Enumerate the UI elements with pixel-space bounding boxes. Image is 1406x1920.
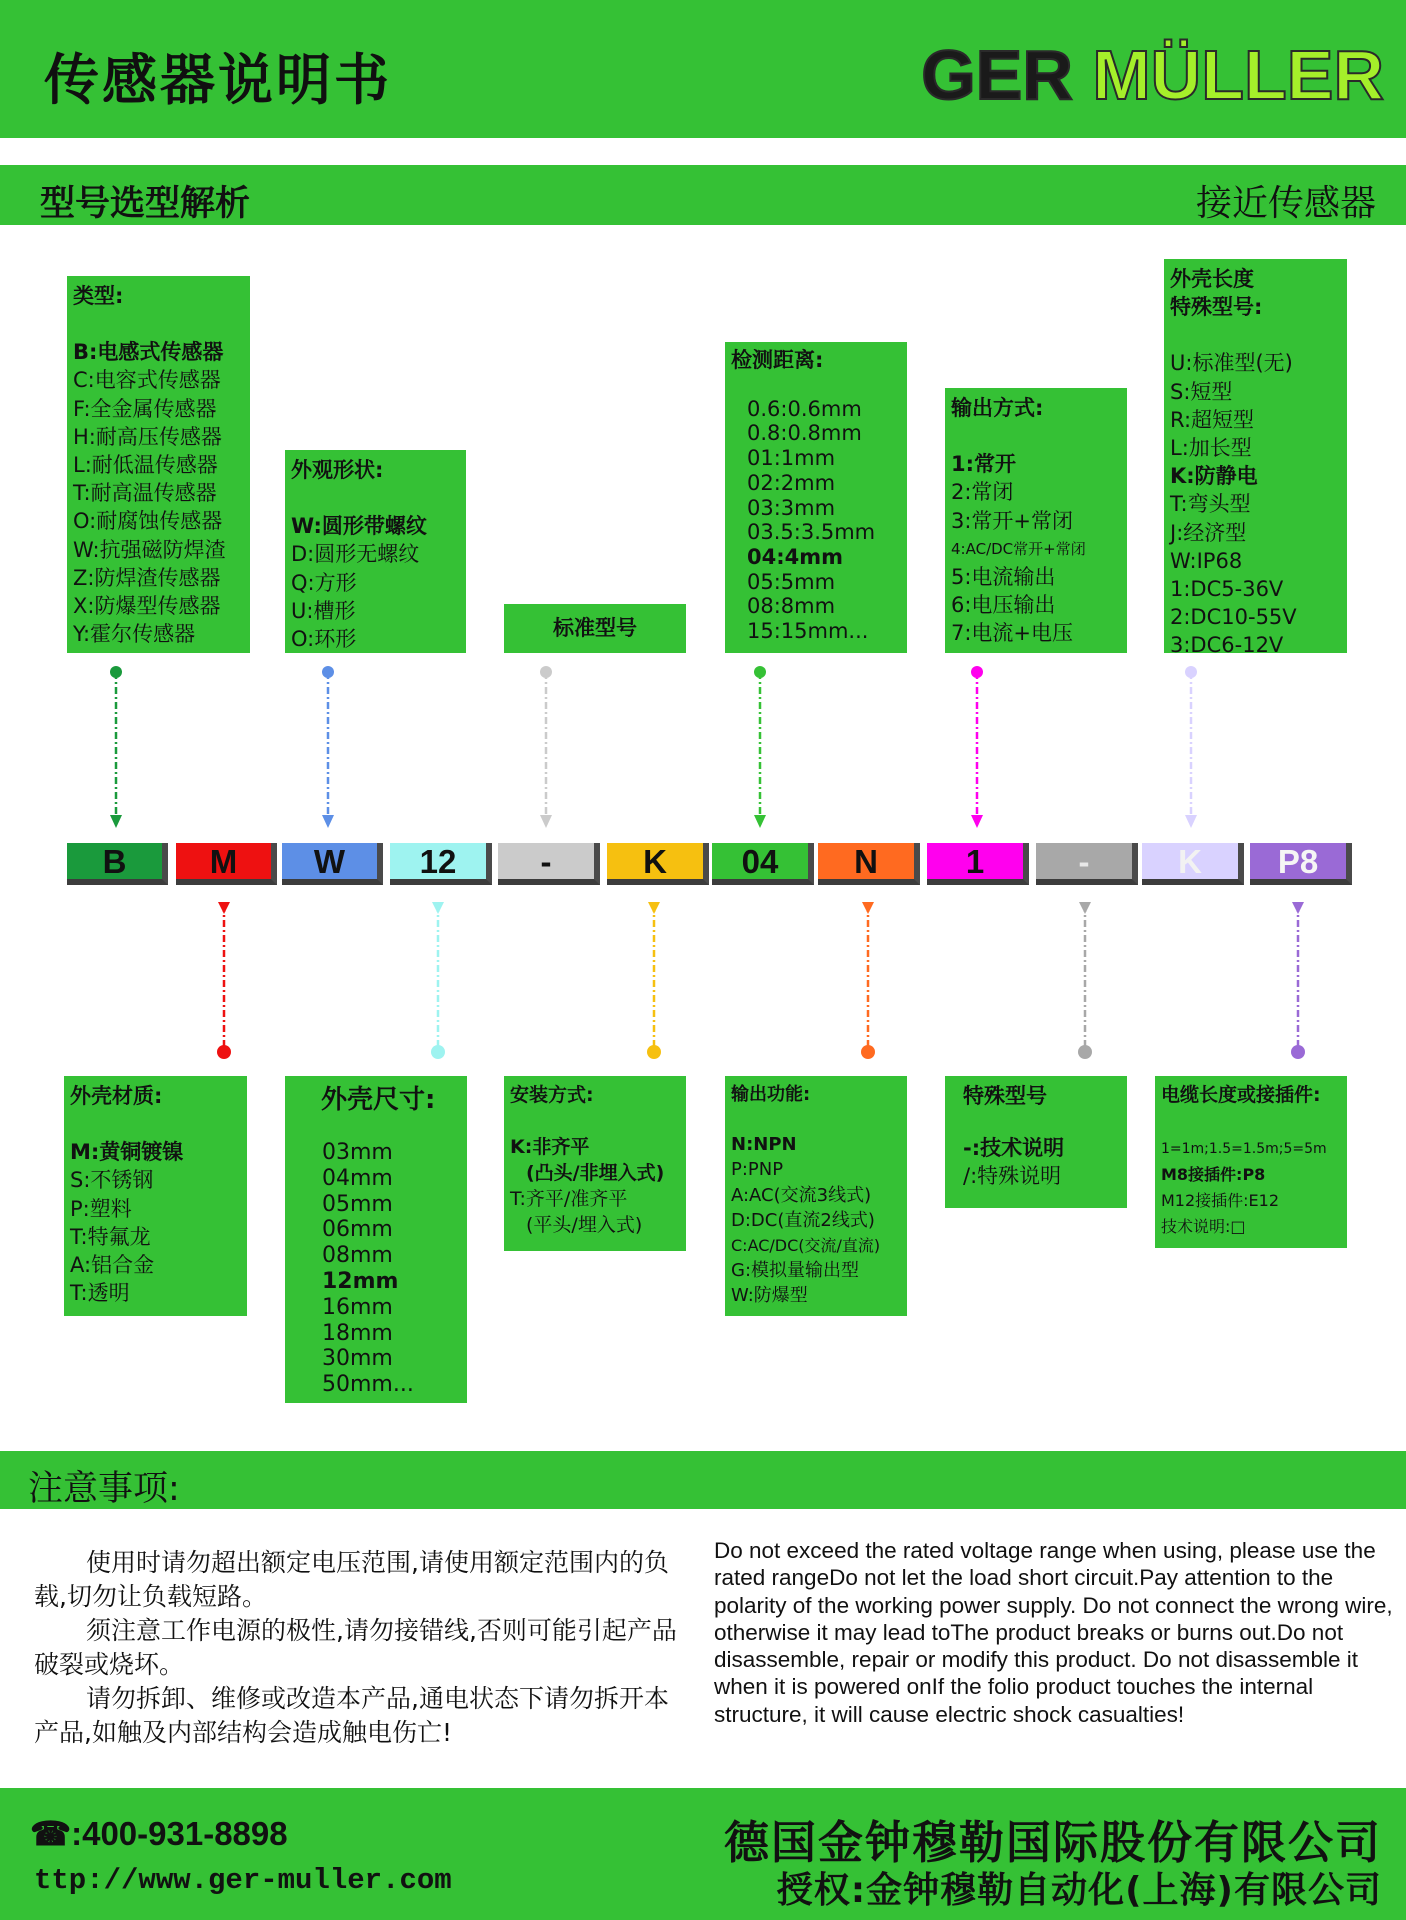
distance-box — [725, 342, 907, 653]
code-segment: K — [1142, 843, 1244, 885]
special-title: 特殊型号 — [963, 1084, 1047, 1108]
size-box — [285, 1076, 467, 1403]
output-title: 输出方式: — [951, 396, 1044, 420]
notice-paragraph: 须注意工作电源的极性,请勿接错线,否则可能引起产品破裂或烧坏。 — [34, 1616, 677, 1679]
list-item: O:耐腐蚀传感器 — [73, 509, 223, 534]
list-item: 3:常开+常闭 — [951, 508, 1074, 533]
list-item: 0.6:0.6mm — [747, 396, 862, 421]
list-item: 2:DC10-55V — [1170, 605, 1297, 630]
list-item: 技术说明:□ — [1161, 1217, 1246, 1236]
list-item: 3:DC6-12V — [1170, 633, 1284, 653]
logo-ger: GER — [921, 36, 1073, 114]
list-item: 15:15mm... — [747, 619, 869, 644]
code-segment: W — [282, 843, 383, 885]
mount-box — [504, 1076, 686, 1251]
list-item: (平头/埋入式) — [526, 1214, 643, 1236]
list-item: 18mm — [322, 1320, 393, 1346]
mount-title: 安装方式: — [510, 1084, 594, 1106]
dot-icon — [647, 1045, 661, 1059]
list-item: 16mm — [322, 1294, 393, 1320]
list-item: 02:2mm — [747, 470, 836, 495]
list-item: K:非齐平 — [510, 1136, 590, 1158]
list-item: K:防静电 — [1170, 464, 1258, 489]
list-item: N:NPN — [731, 1134, 797, 1156]
cable-box — [1155, 1076, 1347, 1248]
list-item: 04mm — [322, 1165, 393, 1191]
list-item: A:铝合金 — [70, 1253, 155, 1278]
dot-icon — [971, 666, 983, 678]
special-box — [945, 1076, 1127, 1208]
standard-title: 标准型号 — [553, 616, 637, 640]
arrow-down-icon — [1185, 815, 1197, 828]
list-item: 4:AC/DC常开+常闭 — [951, 539, 1086, 558]
list-item: 50mm... — [322, 1372, 414, 1398]
arrow-down-icon — [971, 815, 983, 828]
list-item: T:齐平/准齐平 — [510, 1188, 628, 1210]
list-item: /:特殊说明 — [963, 1164, 1062, 1189]
list-item: T:弯头型 — [1170, 492, 1251, 517]
cable-title: 电缆长度或接插件: — [1161, 1084, 1321, 1106]
phone-icon: ☎ — [30, 1815, 72, 1852]
dot-icon — [431, 1045, 445, 1059]
arrow-down-icon — [754, 815, 766, 828]
list-item: 5:电流输出 — [951, 565, 1056, 590]
list-item: S:不锈钢 — [70, 1168, 154, 1193]
list-item: 6:电压输出 — [951, 593, 1056, 618]
list-item: X:防爆型传感器 — [73, 594, 221, 619]
list-item: J:经济型 — [1170, 520, 1247, 545]
list-item: G:模拟量输出型 — [731, 1260, 860, 1282]
code-segment: B — [67, 843, 168, 885]
dot-icon — [1078, 1045, 1092, 1059]
special-model-title: 特殊型号: — [1170, 295, 1263, 320]
dot-icon — [1185, 666, 1197, 678]
list-item: P:PNP — [731, 1159, 784, 1181]
code-segment: P8 — [1250, 843, 1352, 885]
list-item: R:超短型 — [1170, 407, 1255, 432]
list-item: L:加长型 — [1170, 436, 1252, 461]
notice-chinese — [34, 1546, 684, 1750]
arrow-down-icon — [432, 902, 444, 914]
phone-number — [30, 1814, 288, 1853]
arrow-down-icon — [648, 902, 660, 914]
type-box — [67, 276, 250, 653]
list-item: B:电感式传感器 — [73, 340, 224, 365]
code-segment: - — [1036, 843, 1138, 885]
logo-muller: MÜLLER — [1092, 36, 1384, 114]
list-item: W:圆形带螺纹 — [291, 514, 427, 539]
notice-english: Do not exceed the rated voltage range when using, please use the rated rangeDo not let the load short circuit.Pay attention to the polarity of the working power supply. Do not connect the wrong wire, otherwise it may lead toThe product breaks or burns out.Do not disassemble, repair or modify this product. Do not disassemble it when it is powered onIf the folio product touches the internal structure, it will cause electric shock casualties! — [714, 1538, 1393, 1727]
distance-title: 检测距离: — [731, 348, 824, 372]
list-item: C:AC/DC(交流/直流) — [731, 1236, 881, 1256]
standard-box — [504, 604, 686, 653]
function-title: 输出功能: — [731, 1084, 811, 1105]
dot-icon — [754, 666, 766, 678]
shape-box — [285, 450, 466, 653]
list-item: W:IP68 — [1170, 548, 1243, 573]
size-title: 外壳尺寸: — [321, 1085, 436, 1115]
notice-paragraph: 请勿拆卸、维修或改造本产品,通电状态下请勿拆开本产品,如触及内部结构会造成触电伤亡! — [34, 1684, 669, 1747]
website-link[interactable]: ttp://www.ger-muller.com — [34, 1864, 452, 1897]
list-item: Q:方形 — [291, 570, 357, 595]
arrow-down-icon — [540, 815, 552, 828]
list-item: W:抗强磁防焊渣 — [73, 537, 226, 562]
list-item: 06mm — [322, 1217, 393, 1243]
dot-icon — [1291, 1045, 1305, 1059]
footer-bar — [0, 1788, 1406, 1920]
list-item: 2:常闭 — [951, 480, 1014, 505]
code-segment: - — [498, 843, 600, 885]
code-segment: 04 — [712, 843, 814, 885]
list-item: Y:霍尔传感器 — [73, 622, 196, 647]
notice-title: 注意事项: — [28, 1469, 180, 1509]
list-item: 05:5mm — [747, 569, 836, 594]
list-item: 12mm — [322, 1268, 399, 1294]
arrow-down-icon — [322, 815, 334, 828]
dot-icon — [322, 666, 334, 678]
list-item: -:技术说明 — [963, 1136, 1065, 1161]
notice-paragraph: 使用时请勿超出额定电压范围,请使用额定范围内的负载,切勿让负载短路。 — [34, 1548, 669, 1611]
list-item: L:耐低温传感器 — [73, 453, 218, 478]
arrow-down-icon — [218, 902, 230, 914]
list-item: W:防爆型 — [731, 1285, 808, 1307]
list-item: D:圆形无螺纹 — [291, 542, 420, 567]
list-item: U:槽形 — [291, 598, 356, 623]
list-item: A:AC(交流3线式) — [731, 1184, 872, 1206]
list-item: M8接插件:P8 — [1161, 1165, 1266, 1184]
list-item: 1:DC5-36V — [1170, 577, 1284, 602]
list-item: 03:3mm — [747, 495, 836, 520]
document-title: 传感器说明书 — [44, 48, 393, 112]
dot-icon — [540, 666, 552, 678]
code-segment: 1 — [927, 843, 1029, 885]
list-item: 03mm — [322, 1140, 393, 1165]
list-item: H:耐高压传感器 — [73, 424, 222, 449]
code-segment: M — [176, 843, 277, 885]
list-item: 7:电流+电压 — [951, 621, 1074, 646]
type-title: 类型: — [73, 284, 124, 308]
list-item: M:黄铜镀镍 — [70, 1140, 184, 1165]
list-item: 1:常开 — [951, 452, 1017, 477]
code-segment: 12 — [390, 843, 492, 885]
arrow-down-icon — [1292, 902, 1304, 914]
list-item: 30mm — [322, 1346, 393, 1372]
dot-icon — [861, 1045, 875, 1059]
material-box — [64, 1076, 247, 1316]
list-item: 03.5:3.5mm — [747, 520, 876, 545]
arrow-down-icon — [1079, 902, 1091, 914]
output-box — [945, 388, 1127, 653]
shape-title: 外观形状: — [291, 458, 384, 482]
code-segment: N — [818, 843, 920, 885]
company-name: 德国金钟穆勒国际股份有限公司 — [723, 1816, 1382, 1869]
phone-text: :400-931-8898 — [71, 1815, 288, 1852]
arrow-down-icon — [110, 815, 122, 828]
list-item: S:短型 — [1170, 379, 1233, 404]
list-item: (凸头/非埋入式) — [526, 1162, 665, 1184]
list-item: T:特氟龙 — [70, 1224, 151, 1249]
list-item: M12接插件:E12 — [1161, 1191, 1280, 1210]
length-title: 外壳长度 — [1170, 267, 1254, 291]
list-item: Z:防焊渣传感器 — [73, 565, 221, 590]
list-item: T:透明 — [70, 1281, 130, 1306]
list-item: T:耐高温传感器 — [73, 481, 217, 506]
list-item: 0.8:0.8mm — [747, 421, 862, 446]
list-item: O:环形 — [291, 627, 357, 652]
list-item: U:标准型(无) — [1170, 351, 1293, 376]
code-segment: K — [607, 843, 709, 885]
list-item: 04:4mm — [747, 544, 843, 569]
list-item: 08:8mm — [747, 594, 836, 619]
list-item: P:塑料 — [70, 1196, 132, 1221]
list-item: 08mm — [322, 1243, 393, 1269]
dot-icon — [217, 1045, 231, 1059]
list-item: D:DC(直流2线式) — [731, 1209, 875, 1231]
notice-bar — [0, 1451, 1406, 1509]
length-box — [1164, 259, 1347, 653]
license-text: 授权:金钟穆勒自动化(上海)有限公司 — [776, 1870, 1382, 1911]
dot-icon — [110, 666, 122, 678]
product-category: 接近传感器 — [1195, 183, 1376, 224]
arrow-down-icon — [862, 902, 874, 914]
list-item: F:全金属传感器 — [73, 396, 217, 421]
list-item: 05mm — [322, 1191, 393, 1217]
section-title: 型号选型解析 — [40, 184, 251, 224]
list-item: C:电容式传感器 — [73, 368, 221, 393]
function-box — [725, 1076, 907, 1316]
material-title: 外壳材质: — [70, 1084, 163, 1108]
list-item: 01:1mm — [747, 446, 836, 471]
list-item: 1=1m;1.5=1.5m;5=5m — [1161, 1141, 1327, 1157]
